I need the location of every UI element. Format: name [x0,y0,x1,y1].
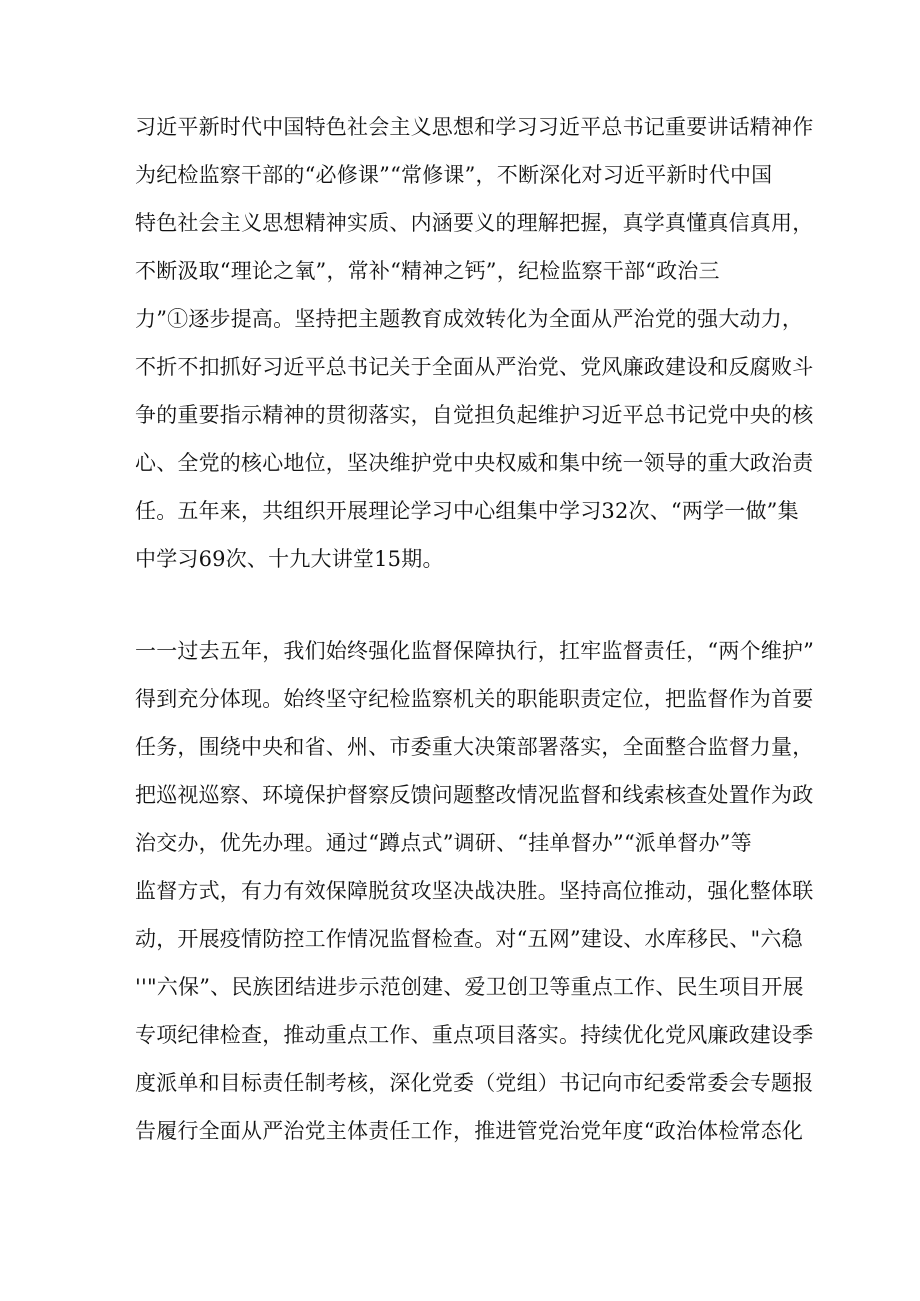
text-line: 告履行全面从严治党主体责任工作，推进管党治党年度“政治体检常态化 [135,1119,804,1143]
text-line: ''"六保”、民族团结进步示范创建、爱卫创卫等重点工作、民生项目开展 [135,975,804,999]
text-line: 监督方式，有力有效保障脱贫攻坚决战决胜。坚持高位推动，强化整体联 [135,879,814,903]
text-line: 任。五年来，共组织开展理论学习中心组集中学习32次、“两学一做”集 [135,499,799,523]
text-line: 不折不扣抓好习近平总书记关于全面从严治党、党风廉政建设和反腐败斗 [135,355,814,379]
paragraph-supervision [135,627,815,1155]
text-line: 为纪检监察干部的“必修课”“常修课”，不断深化对习近平新时代中国 [135,163,773,187]
text-line: 力”①逐步提高。坚持把主题教育成效转化为全面从严治党的强大动力， [135,307,804,331]
text-line: 心、全党的核心地位，坚决维护党中央权威和集中统一领导的重大政治责 [135,451,814,475]
text-line: 特色社会主义思想精神实质、内涵要义的理解把握，真学真懂真信真用， [135,211,814,235]
text-line: 治交办，优先办理。通过“蹲点式”调研、“挂单督办”“派单督办”等 [135,831,752,855]
text-line: 动，开展疫情防控工作情况监督检查。对“五网”建设、水库移民、"六稳 [135,927,803,951]
text-line: 争的重要指示精神的贯彻落实，自觉担负起维护习近平总书记党中央的核 [135,403,814,427]
text-line: 不断汲取“理论之氧”，常补“精神之钙”，纪检监察干部“政治三 [135,259,720,283]
text-line: 中学习69次、十九大讲堂15期。 [135,547,444,571]
text-line: 习近平新时代中国特色社会主义思想和学习习近平总书记重要讲话精神作 [135,115,814,139]
text-line: 一一过去五年，我们始终强化监督保障执行，扛牢监督责任，“两个维护” [135,639,815,663]
text-line: 专项纪律检查，推动重点工作、重点项目落实。持续优化党风廉政建设季 [135,1023,814,1047]
paragraph-theory-study [135,103,814,583]
text-line: 把巡视巡察、环境保护督察反馈问题整改情况监督和线索核查处置作为政 [135,783,814,807]
text-line: 度派单和目标责任制考核，深化党委（党组）书记向市纪委常委会专题报 [135,1071,814,1095]
text-line: 得到充分体现。始终坚守纪检监察机关的职能职责定位，把监督作为首要 [135,687,814,711]
text-line: 任务，围绕中央和省、州、市委重大决策部署落实，全面整合监督力量， [135,735,814,759]
